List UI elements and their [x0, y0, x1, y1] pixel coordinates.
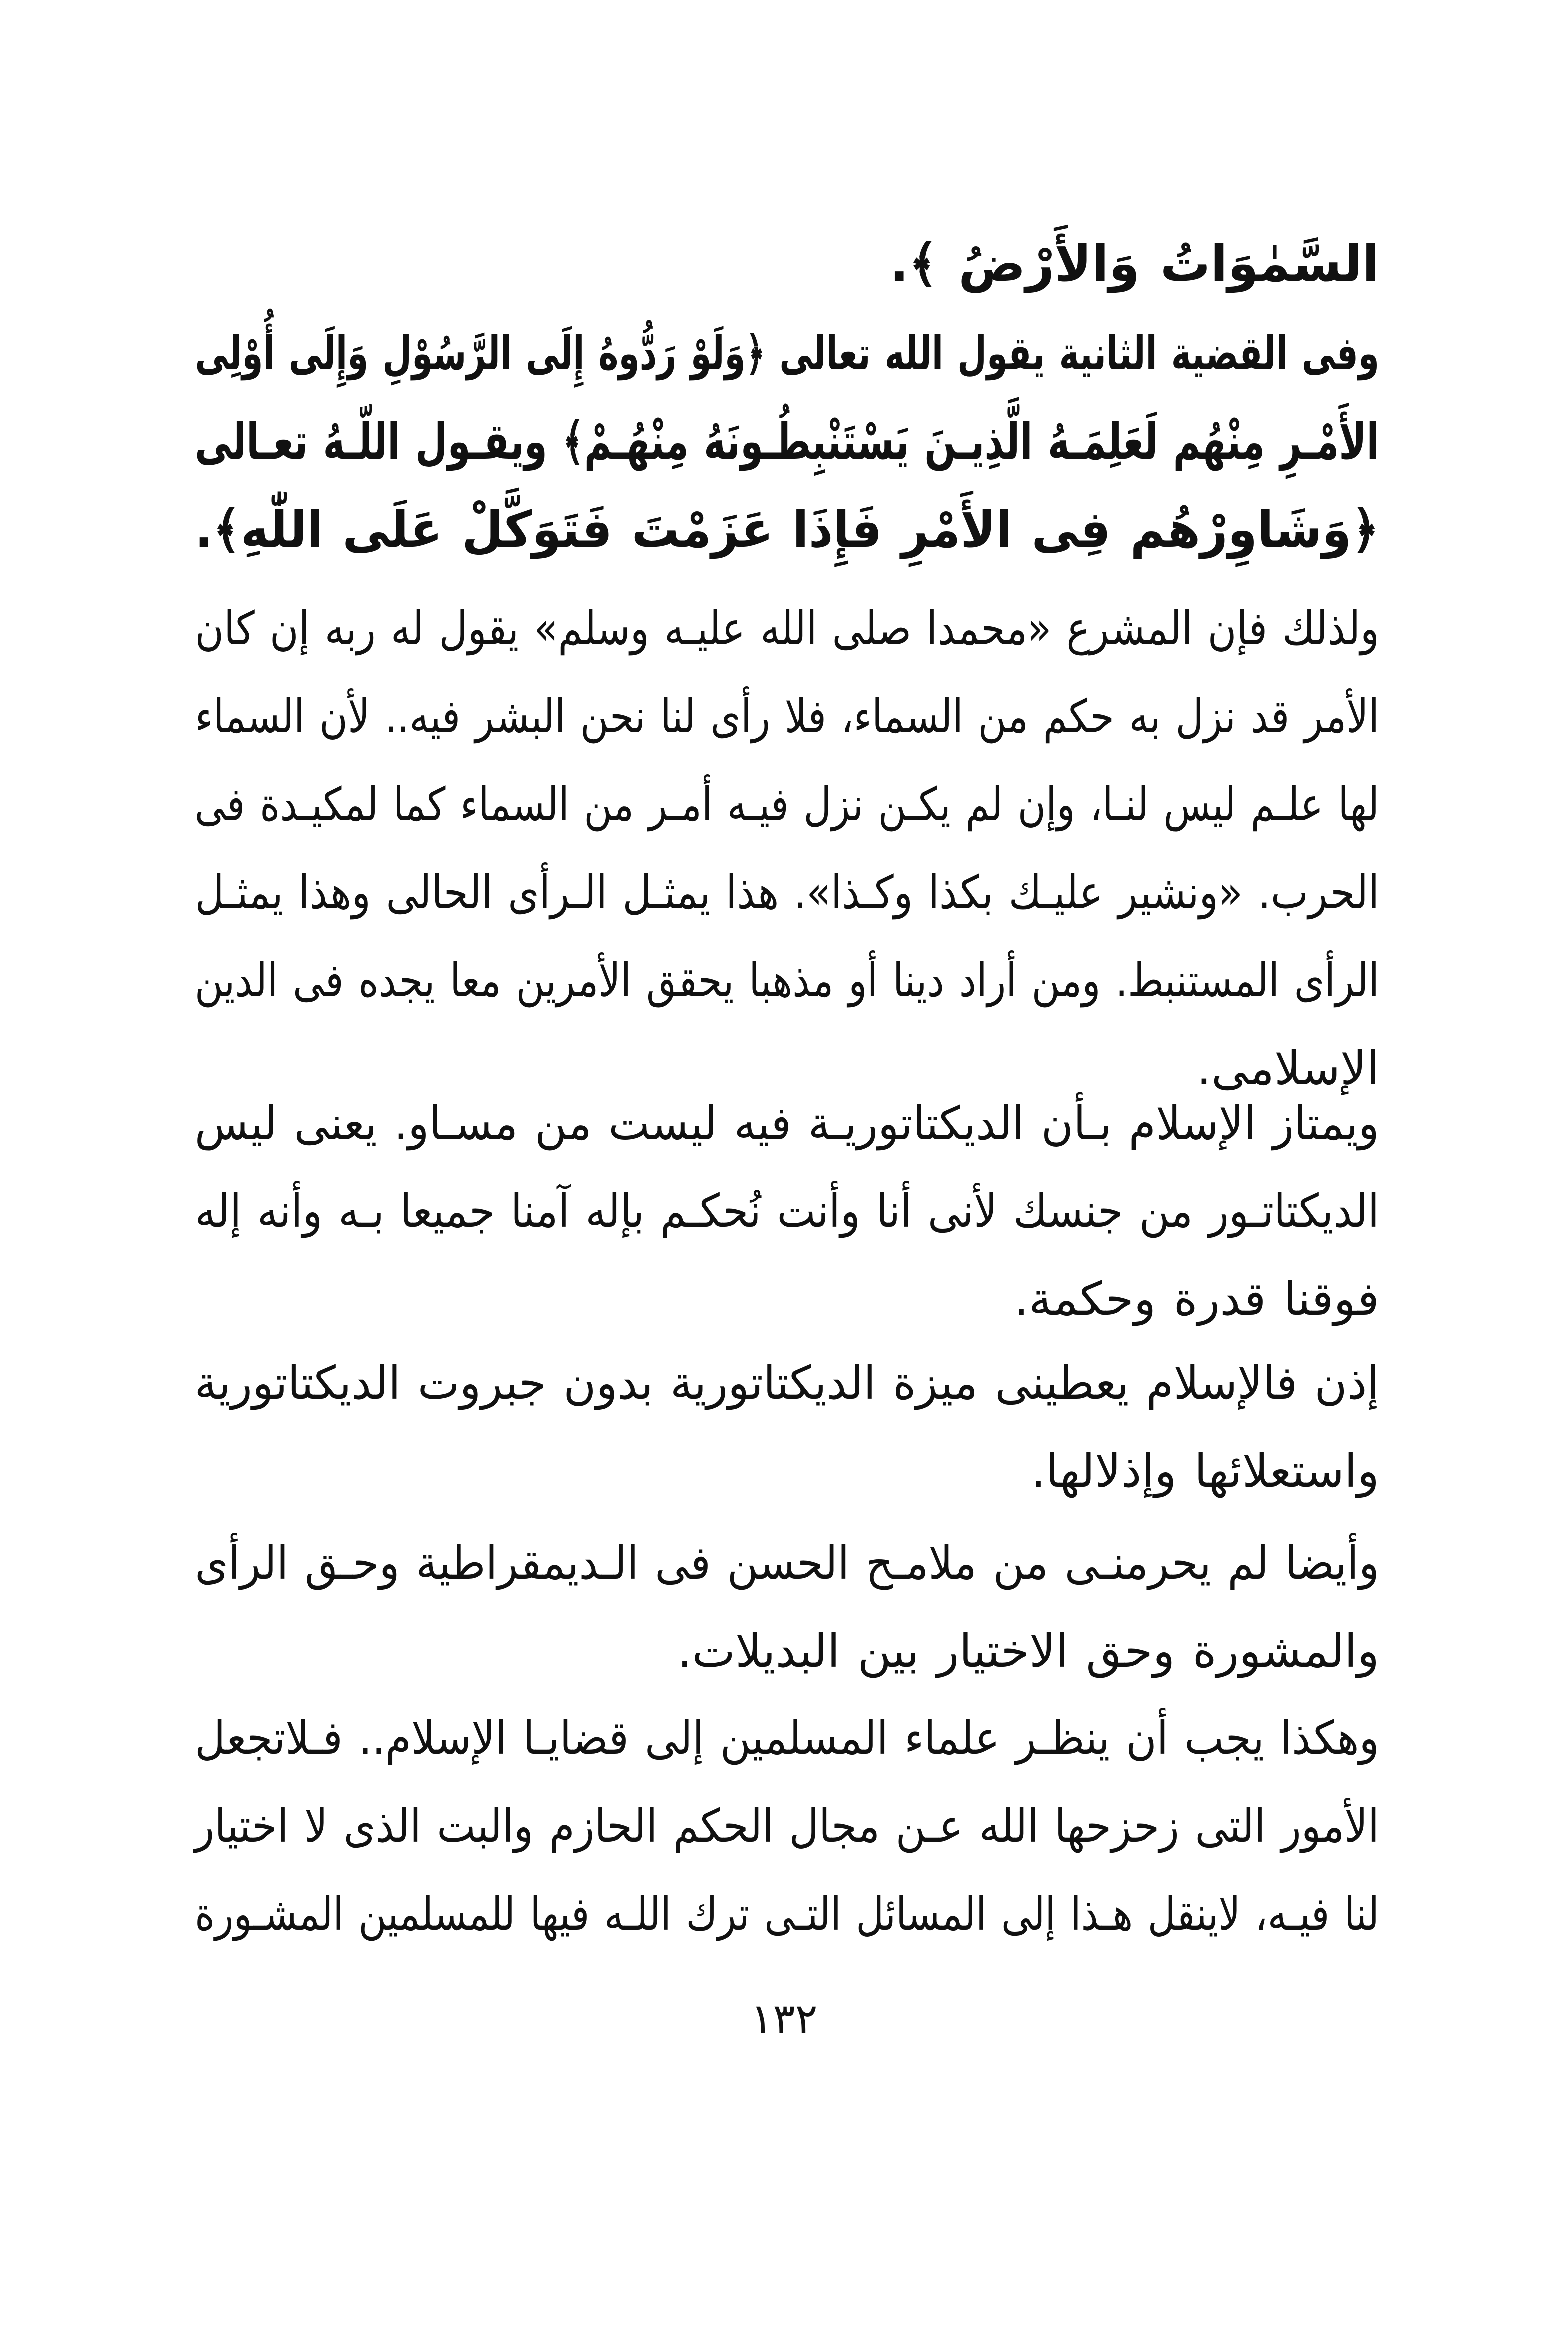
text-line: الحرب. «ونشير عليـك بكذا وكـذا». هذا يمثـل الـرأى الحالى وهذا يمثـل	[195, 866, 1379, 919]
text-line: الديكتاتـور من جنسك لأنى أنا وأنت نُحكـم بإله آمنا جميعا بـه وأنه إله	[195, 1184, 1379, 1238]
text-line: ويمتاز الإسلام بـأن الديكتاتوريـة فيه ليست من مسـاو. يعنى ليس	[194, 1097, 1380, 1150]
text-line: وأيضا لم يحرمنـى من ملامـح الحسن فى الـديمقراطية وحـق الرأى	[195, 1536, 1379, 1590]
text-line: الأَمْـرِ مِنْهُم لَعَلِمَـهُ الَّذِيـنَ يَسْتَنْبِطُـونَهُ مِنْهُـمْ﴾ ويقـول اللّـهُ تعـالى	[195, 412, 1380, 471]
text-line: وفى القضية الثانية يقول الله تعالى ﴿وَلَوْ رَدُّوهُ إِلَى الرَّسُوْلِ وَإِلَى أُوْلِى	[195, 327, 1379, 380]
text-line: الأمر قد نزل به حكم من السماء، فلا رأى لنا نحن البشر فيه.. لأن السماء	[195, 690, 1380, 743]
paragraph-legislator	[195, 585, 1379, 1113]
text-line: الإسلامى.	[1196, 1042, 1379, 1095]
paragraph-dictatorship	[195, 1080, 1379, 1343]
text-line: ﴿وَشَاوِرْهُم فِى الأَمْرِ فَإِذَا عَزَمْتَ فَتَوَكَّلْ عَلَى اللّٰهِ﴾.	[195, 500, 1380, 559]
text-line: إذن فالإسلام يعطينى ميزة الديكتاتورية بدون جبروت الديكتاتورية	[194, 1356, 1379, 1410]
body-text	[195, 220, 1379, 308]
text-line: الأمور التى زحزحها الله عـن مجال الحكم الحازم والبت الذى لا اختيار	[194, 1799, 1379, 1853]
text-line: فوقنا قدرة وحكمة.	[1014, 1272, 1379, 1326]
paragraph-quranic-citations	[195, 310, 1379, 574]
paragraph-scholars	[195, 1694, 1379, 1958]
text-line: ولذلك فإن المشرع «محمدا صلى الله عليـه وسلم» يقول له ربه إن كان	[195, 602, 1379, 655]
text-line: والمشورة وحق الاختيار بين البديلات.	[677, 1624, 1379, 1678]
page-number: ١٣٢	[750, 1994, 818, 2043]
text-line: السَّمٰوَاتُ وَالأَرْضُ ﴾.	[889, 234, 1379, 293]
paragraph-democracy	[195, 1519, 1379, 1695]
text-line: لنا فيـه، لاينقل هـذا إلى المسائل التـى ترك اللـه فيها للمسلمين المشـورة	[195, 1887, 1380, 1941]
text-line: واستعلائها وإذلالها.	[1031, 1444, 1379, 1498]
paragraph-advantage	[195, 1339, 1379, 1515]
text-line: لها علـم ليس لنـا، وإن لم يكـن نزل فيـه أمـر من السماء كما لمكيـدة فى	[194, 778, 1379, 831]
text-line: وهكذا يجب أن ينظـر علماء المسلمين إلى قضايـا الإسلام.. فـلاتجعل	[195, 1711, 1380, 1765]
text-line: الرأى المستنبط. ومن أراد دينا أو مذهبا يحقق الأمرين معا يجده فى الدين	[194, 954, 1380, 1007]
